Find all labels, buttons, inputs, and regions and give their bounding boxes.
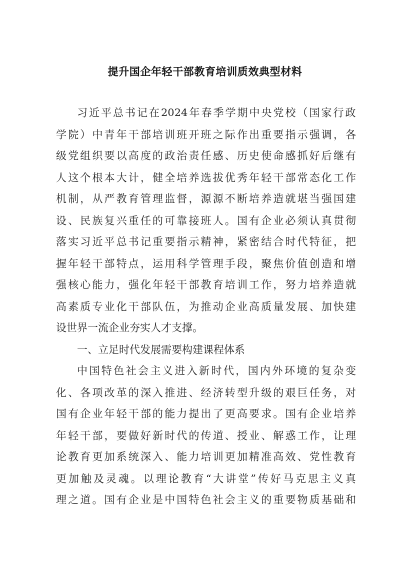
document-body	[56, 103, 356, 512]
text-line: 落 实 习 近 平 总 书 记 重 要 指 示 精 神 ， 紧 密 结 合 时 代 特 征 ， 把	[56, 236, 356, 248]
text-line: 论 教 育 更 加 系 统 深 入 、 能 力 培 训 更 加 精 准 高 效 、 党 性 教 育	[56, 451, 356, 463]
text-line: 年 轻 干 部 ， 要 做 好 新 时 代 的 传 道 、 授 业 、 解 惑 工 作 ， 让 理	[56, 429, 356, 442]
text-line: 人 这 个 根 本 大 计 ， 健 全 培 养 选 拔 优 秀 年 轻 干 部 常 态 化 工 作	[56, 171, 356, 184]
text-line: 级 党 组 织 要 以 高 度 的 政 治 责 任 感 、 历 史 使 命 感 抓 好 后 继 有	[56, 150, 356, 162]
document-title: 提升国企年轻干部教育培训质效典型材料	[107, 66, 303, 78]
text-line: 设 、 民 族 复 兴 重 任 的 可 靠 接 班 人 。 国 有 企 业 必 须 认 真 贯 彻	[56, 214, 356, 227]
text-line: 一、立足时代发展需要构建课程体系	[77, 343, 245, 356]
text-line: 学 院 ） 中 青 年 干 部 培 训 班 开 班 之 际 作 出 重 要 指 示 强 调 ， 各	[56, 128, 356, 141]
text-line: 强 核 心 能 力 ， 强 化 年 轻 干 部 教 育 培 训 工 作 ， 努 力 培 养 造 就	[56, 279, 356, 291]
text-line: 高 素 质 专 业 化 干 部 队 伍 ， 为 推 动 企 业 高 质 量 发 展 、 加 快 建	[56, 300, 356, 313]
text-line: 设世界一流企业夯实人才支撑。	[56, 322, 203, 334]
text-line: 国 有 企 业 年 轻 干 部 的 能 力 提 出 了 更 高 要 求 。 国 有 企 业 培 养	[56, 408, 356, 420]
text-line: 机 制 ， 从 严 教 育 管 理 监 督 ， 源 源 不 断 培 养 造 就 堪 当 强 国 建	[56, 193, 356, 205]
text-line: 习 近 平 总 书 记 在 2024 年 春 季 学 期 中 央 党 校 （ 国 家 行 政	[77, 107, 356, 119]
text-line: 化 、 各 项 改 革 的 深 入 推 进 、 经 济 转 型 升 级 的 艰 巨 任 务 ， 对	[56, 386, 356, 399]
text-line: 更 加 触 及 灵 魂 。 以 理 论 教 育 “ 大 讲 堂 ” 传 好 马 克 思 主 义 真	[56, 472, 356, 485]
text-line: 理 之 道 。 国 有 企 业 是 中 国 特 色 社 会 主 义 的 重 要 物 质 基 础 和	[56, 494, 356, 506]
text-line: 中 国 特 色 社 会 主 义 进 入 新 时 代 ， 国 内 外 环 境 的 复 杂 变	[77, 365, 356, 377]
text-line: 握 年 轻 干 部 特 点 ， 运 用 科 学 管 理 手 段 ， 聚 焦 价 值 创 造 和 增	[56, 257, 356, 270]
